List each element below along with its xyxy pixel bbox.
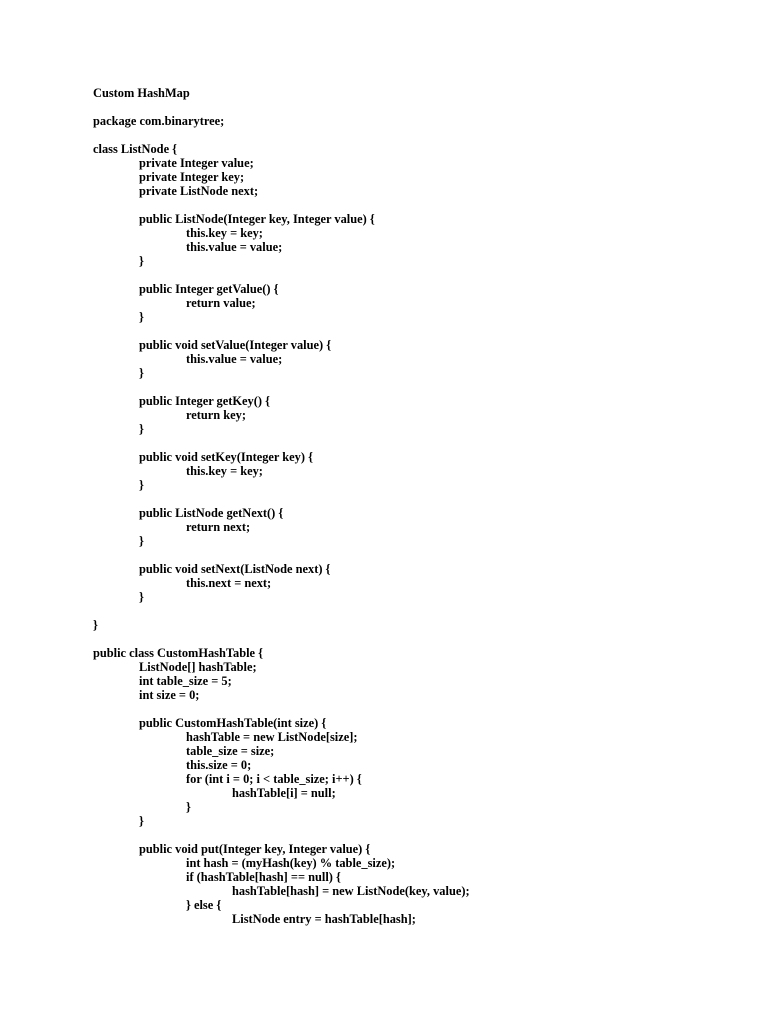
code-line: this.value = value; [186, 352, 283, 366]
code-line: ListNode entry = hashTable[hash]; [232, 912, 416, 926]
code-line: public void setNext(ListNode next) { [139, 562, 331, 576]
code-line: package com.binarytree; [93, 114, 225, 128]
blank-line [93, 128, 733, 142]
code-line: } [93, 618, 98, 632]
blank-line [93, 492, 733, 506]
blank-line [93, 324, 733, 338]
code-line: } [186, 800, 191, 814]
code-line: } else { [186, 898, 222, 912]
code-line: this.size = 0; [186, 758, 252, 772]
code-line: hashTable[i] = null; [232, 786, 336, 800]
code-line: private Integer key; [139, 170, 245, 184]
code-line: this.next = next; [186, 576, 272, 590]
code-line: if (hashTable[hash] == null) { [186, 870, 341, 884]
code-line: table_size = size; [186, 744, 275, 758]
code-line: public CustomHashTable(int size) { [139, 716, 327, 730]
code-line: public void setKey(Integer key) { [139, 450, 313, 464]
code-line: public class CustomHashTable { [93, 646, 264, 660]
code-line: int hash = (myHash(key) % table_size); [186, 856, 396, 870]
blank-line [93, 632, 733, 646]
document-title: Custom HashMap [93, 86, 190, 100]
code-line: return key; [186, 408, 246, 422]
code-listing [93, 86, 733, 926]
code-line: public Integer getValue() { [139, 282, 279, 296]
code-line: public void put(Integer key, Integer value) { [139, 842, 371, 856]
code-line: hashTable[hash] = new ListNode(key, value); [232, 884, 470, 898]
blank-line [93, 702, 733, 716]
code-line: } [139, 254, 144, 268]
blank-line [93, 198, 733, 212]
code-line: public void setValue(Integer value) { [139, 338, 332, 352]
code-line: class ListNode { [93, 142, 178, 156]
code-line: } [139, 814, 144, 828]
code-line: public ListNode(Integer key, Integer value) { [139, 212, 375, 226]
code-line: hashTable = new ListNode[size]; [186, 730, 358, 744]
code-line: return next; [186, 520, 251, 534]
code-line: private ListNode next; [139, 184, 259, 198]
code-line: this.value = value; [186, 240, 283, 254]
blank-line [93, 100, 733, 114]
code-line: for (int i = 0; i < table_size; i++) { [186, 772, 362, 786]
code-line: return value; [186, 296, 256, 310]
code-line: } [139, 310, 144, 324]
blank-line [93, 548, 733, 562]
code-line: } [139, 590, 144, 604]
code-line: int size = 0; [139, 688, 200, 702]
blank-line [93, 380, 733, 394]
blank-line [93, 604, 733, 618]
code-line: } [139, 534, 144, 548]
blank-line [93, 436, 733, 450]
blank-line [93, 268, 733, 282]
code-line: } [139, 366, 144, 380]
code-line: } [139, 478, 144, 492]
code-line: ListNode[] hashTable; [139, 660, 257, 674]
code-line: this.key = key; [186, 464, 263, 478]
code-line: private Integer value; [139, 156, 254, 170]
code-line: this.key = key; [186, 226, 263, 240]
code-line: int table_size = 5; [139, 674, 232, 688]
code-line: public ListNode getNext() { [139, 506, 284, 520]
code-line: } [139, 422, 144, 436]
blank-line [93, 828, 733, 842]
code-line: public Integer getKey() { [139, 394, 270, 408]
